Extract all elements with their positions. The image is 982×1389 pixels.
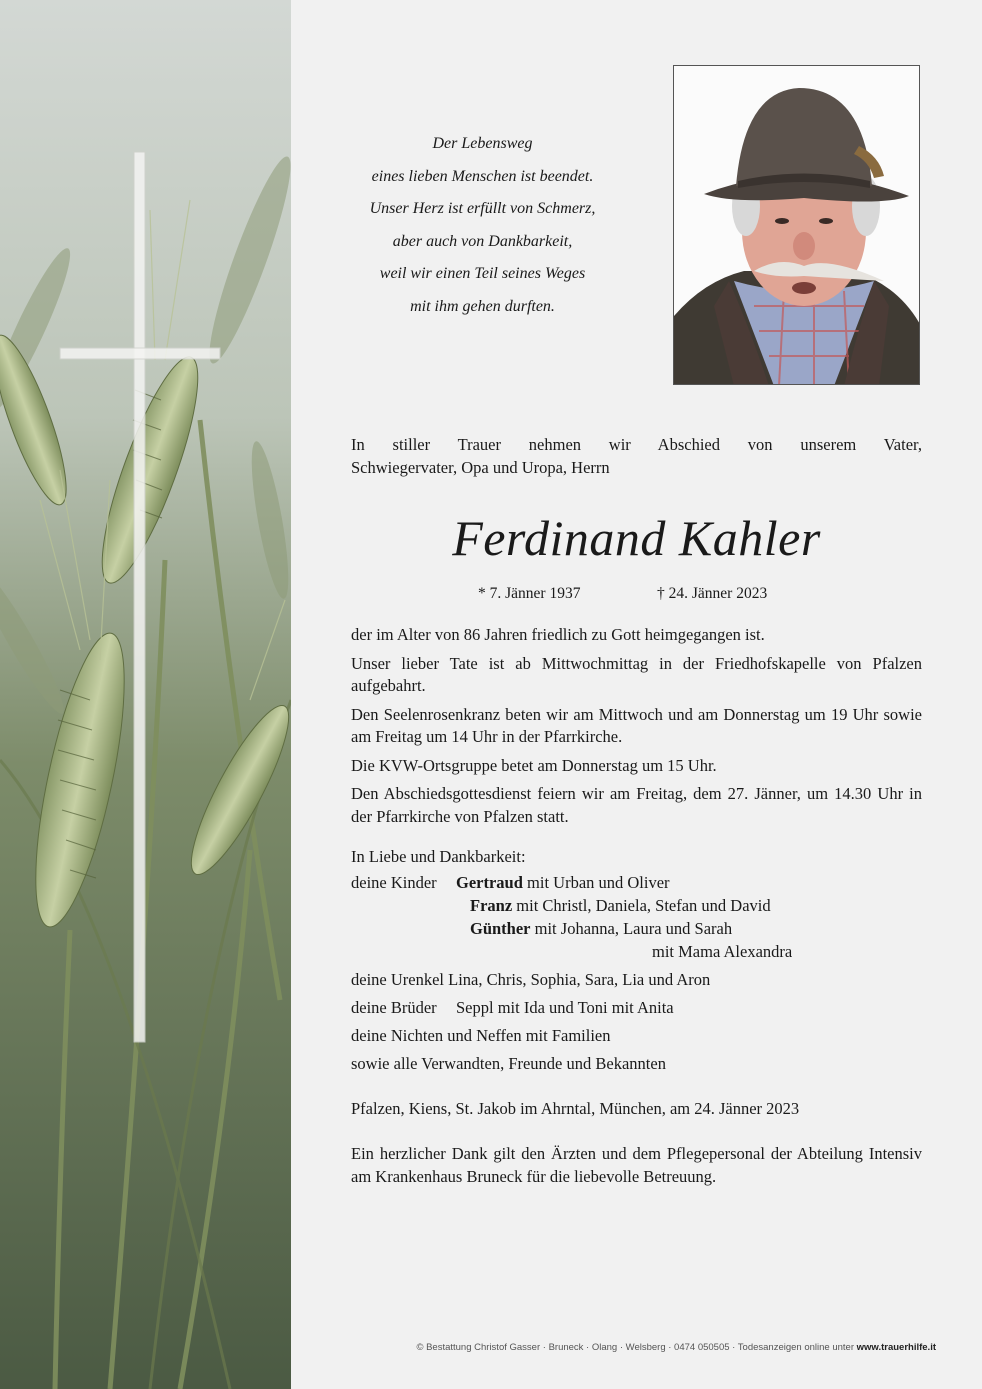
kinder-extra: mit Mama Alexandra xyxy=(652,942,793,961)
poem-line: Der Lebensweg xyxy=(432,135,533,152)
family-heading: In Liebe und Dankbarkeit: xyxy=(351,847,526,866)
child-name: Günther xyxy=(470,919,531,938)
wheat-illustration xyxy=(0,0,291,1389)
info-paragraph: Den Seelenrosenkranz beten wir am Mittwoch und am Donnerstag um 19 Uhr sowie am Freitag um 14 Uhr in der Pfarrkirche. xyxy=(351,704,922,746)
footer-link[interactable]: www.trauerhilfe.it xyxy=(856,1342,936,1353)
child-name: Gertraud xyxy=(456,873,523,892)
info-paragraph: der im Alter von 86 Jahren friedlich zu Gott heimgegangen ist. xyxy=(351,625,765,644)
memorial-poem xyxy=(330,128,635,323)
intro-text xyxy=(351,434,922,479)
info-paragraphs xyxy=(351,624,922,834)
kinder-label: deine Kinder xyxy=(351,873,437,892)
deceased-name: Ferdinand Kahler xyxy=(452,510,821,566)
child-family: mit Johanna, Laura und Sarah xyxy=(530,919,733,938)
birth-date: * 7. Jänner 1937 xyxy=(478,585,581,602)
poem-line: aber auch von Dankbarkeit, xyxy=(392,232,573,250)
place-date: Pfalzen, Kiens, St. Jakob im Ahrntal, München, am 24. Jänner 2023 xyxy=(351,1099,800,1118)
child-name: Franz xyxy=(470,896,513,915)
brueder-label: deine Brüder xyxy=(351,998,437,1017)
portrait-illustration xyxy=(674,66,920,385)
kinder-row xyxy=(470,895,771,918)
brueder-line: Seppl mit Ida und Toni mit Anita xyxy=(456,998,674,1017)
kinder-row xyxy=(470,918,732,941)
intro-line: Schwiegervater, Opa und Uropa, Herrn xyxy=(351,457,610,477)
info-paragraph: Die KVW-Ortsgruppe betet am Donnerstag um 15 Uhr. xyxy=(351,755,717,775)
wheat-field-image xyxy=(0,0,291,1389)
poem-line: eines lieben Menschen ist beendet. xyxy=(371,167,594,185)
info-paragraph: Den Abschiedsgottesdienst feiern wir am Freitag, dem 27. Jänner, um 14.30 Uhr in der Pfarrkirche von Pfalzen statt. xyxy=(351,784,922,826)
nichten-line: deine Nichten und Neffen mit Familien xyxy=(351,1026,611,1045)
kinder-row xyxy=(456,872,670,895)
intro-line: In stiller Trauer nehmen wir Abschied von unserem Vater, xyxy=(351,435,922,454)
poem-line: mit ihm gehen durften. xyxy=(410,297,555,315)
info-paragraph: Unser lieber Tate ist ab Mittwochmittag in der Friedhofskapelle von Pfalzen aufgebahrt. xyxy=(351,653,922,695)
child-family: mit Urban und Oliver xyxy=(522,873,670,892)
child-family: mit Christl, Daniela, Stefan und David xyxy=(512,896,771,915)
poem-line: weil wir einen Teil seines Weges xyxy=(379,265,586,282)
death-date: † 24. Jänner 2023 xyxy=(657,585,768,602)
footer-credit xyxy=(416,1342,936,1353)
thanks-text: Ein herzlicher Dank gilt den Ärzten und dem Pflegepersonal der Abteilung Intensiv am Krankenhaus Bruneck für die liebevolle Betreuung. xyxy=(351,1144,922,1186)
urenkel-line: deine Urenkel Lina, Chris, Sophia, Sara, Lia und Aron xyxy=(351,970,711,989)
portrait-photo xyxy=(673,65,920,385)
footer-text: © Bestattung Christof Gasser · Bruneck · Olang · Welsberg · 0474 050505 · Todesanzeigen online unter xyxy=(416,1342,857,1353)
verwandte-line: sowie alle Verwandten, Freunde und Bekannten xyxy=(351,1054,666,1073)
poem-line: Unser Herz ist erfüllt von Schmerz, xyxy=(369,200,596,217)
